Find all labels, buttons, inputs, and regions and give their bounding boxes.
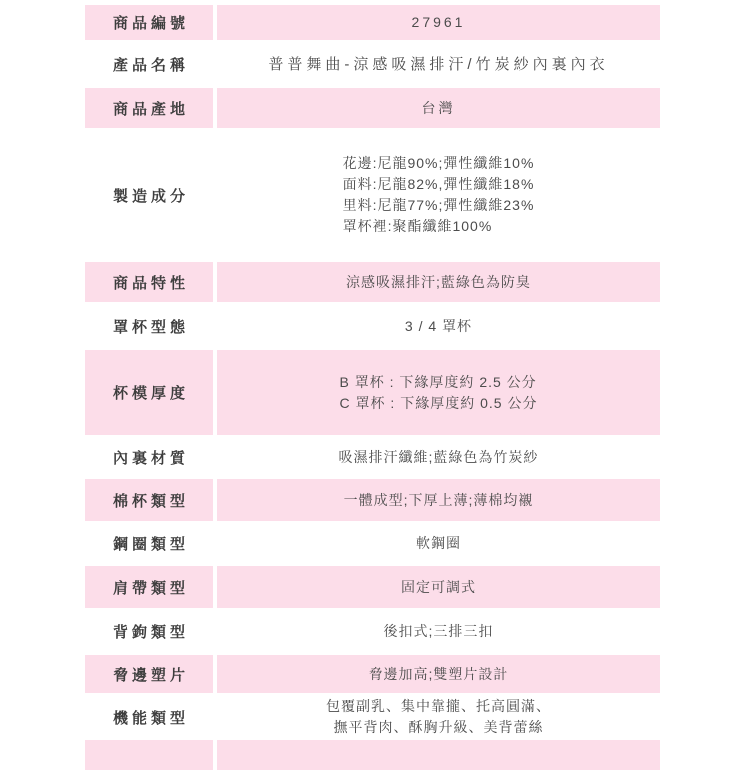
table-row: [85, 479, 660, 521]
row-value: [217, 5, 660, 40]
row-label: 商品編號: [85, 5, 213, 40]
table-row: [85, 611, 660, 652]
row-label: 產品名稱: [85, 43, 213, 85]
value-line: 罩杯裡:聚酯纖維100%: [342, 218, 493, 234]
row-label: 製造成分: [85, 131, 213, 259]
table-row: [85, 43, 660, 85]
table-row: [85, 438, 660, 476]
row-label: 罩杯型態: [85, 305, 213, 347]
table-row: [85, 566, 660, 608]
row-label: 內裏材質: [85, 438, 213, 476]
table-row: [85, 305, 660, 347]
table-row: [85, 131, 660, 259]
value-multiline: [340, 372, 538, 414]
row-label: 脅邊塑片: [85, 655, 213, 693]
value-line: 撫平背肉、酥胸升級、美背蕾絲: [333, 719, 544, 735]
table-row: [85, 5, 660, 40]
value-line: 涼感吸濕排汗;藍綠色為防臭: [346, 273, 531, 290]
row-value: [217, 438, 660, 476]
value-multiline: [326, 696, 551, 738]
table-row: [85, 655, 660, 693]
table-row: [85, 350, 660, 435]
value-line: 脅邊加高;雙塑片設計: [368, 665, 509, 682]
value-line: 吸濕排汗纖維;藍綠色為竹炭紗: [338, 448, 539, 465]
row-label: 棉杯類型: [85, 479, 213, 521]
row-value: [217, 43, 660, 85]
table-row: [85, 88, 660, 128]
value-line: 花邊:尼龍90%;彈性纖維10%: [342, 155, 535, 171]
value-multiline: [343, 153, 535, 237]
row-value: [217, 696, 660, 738]
table-row: [85, 524, 660, 563]
row-label: 商品特性: [85, 262, 213, 302]
value-line: 包覆副乳、集中靠攏、托高圓滿、: [326, 698, 551, 714]
product-spec-table: [85, 5, 660, 773]
value-line: 軟鋼圈: [416, 535, 461, 551]
row-value: [217, 88, 660, 128]
table-row: [85, 262, 660, 302]
row-value: [217, 524, 660, 563]
row-label: 機能類型: [85, 696, 213, 738]
value-line: B 罩杯 : 下緣厚度約 2.5 公分: [339, 373, 537, 390]
row-value: [217, 479, 660, 521]
row-label: 背鉤類型: [85, 611, 213, 652]
cutoff-value-cell: [217, 740, 660, 770]
value-line: 後扣式;三排三扣: [383, 623, 494, 639]
cutoff-label-cell: [85, 740, 213, 770]
value-line: 固定可調式: [401, 578, 476, 595]
value-line: 里料:尼龍77%;彈性纖維23%: [342, 197, 535, 213]
row-label: 肩帶類型: [85, 566, 213, 608]
row-value: [217, 566, 660, 608]
row-value: [217, 611, 660, 652]
row-value: [217, 262, 660, 302]
row-value: [217, 350, 660, 435]
table-row-cutoff: [85, 740, 660, 770]
row-label: 商品產地: [85, 88, 213, 128]
value-line: 普普舞曲-涼感吸濕排汗/竹炭紗內裏內衣: [268, 55, 609, 73]
row-value: [217, 655, 660, 693]
value-line: 台灣: [421, 99, 456, 116]
value-line: 面料:尼龍82%,彈性纖維18%: [342, 176, 535, 192]
value-line: 一體成型;下厚上薄;薄棉均襯: [343, 491, 534, 508]
value-line: 3 / 4 罩杯: [404, 317, 473, 334]
row-label: 杯模厚度: [85, 350, 213, 435]
value-line: 27961: [411, 14, 466, 30]
row-label: 鋼圈類型: [85, 524, 213, 563]
table-row: [85, 696, 660, 737]
row-value: [217, 131, 660, 259]
value-line: C 罩杯 : 下緣厚度約 0.5 公分: [339, 394, 538, 411]
row-value: [217, 305, 660, 347]
